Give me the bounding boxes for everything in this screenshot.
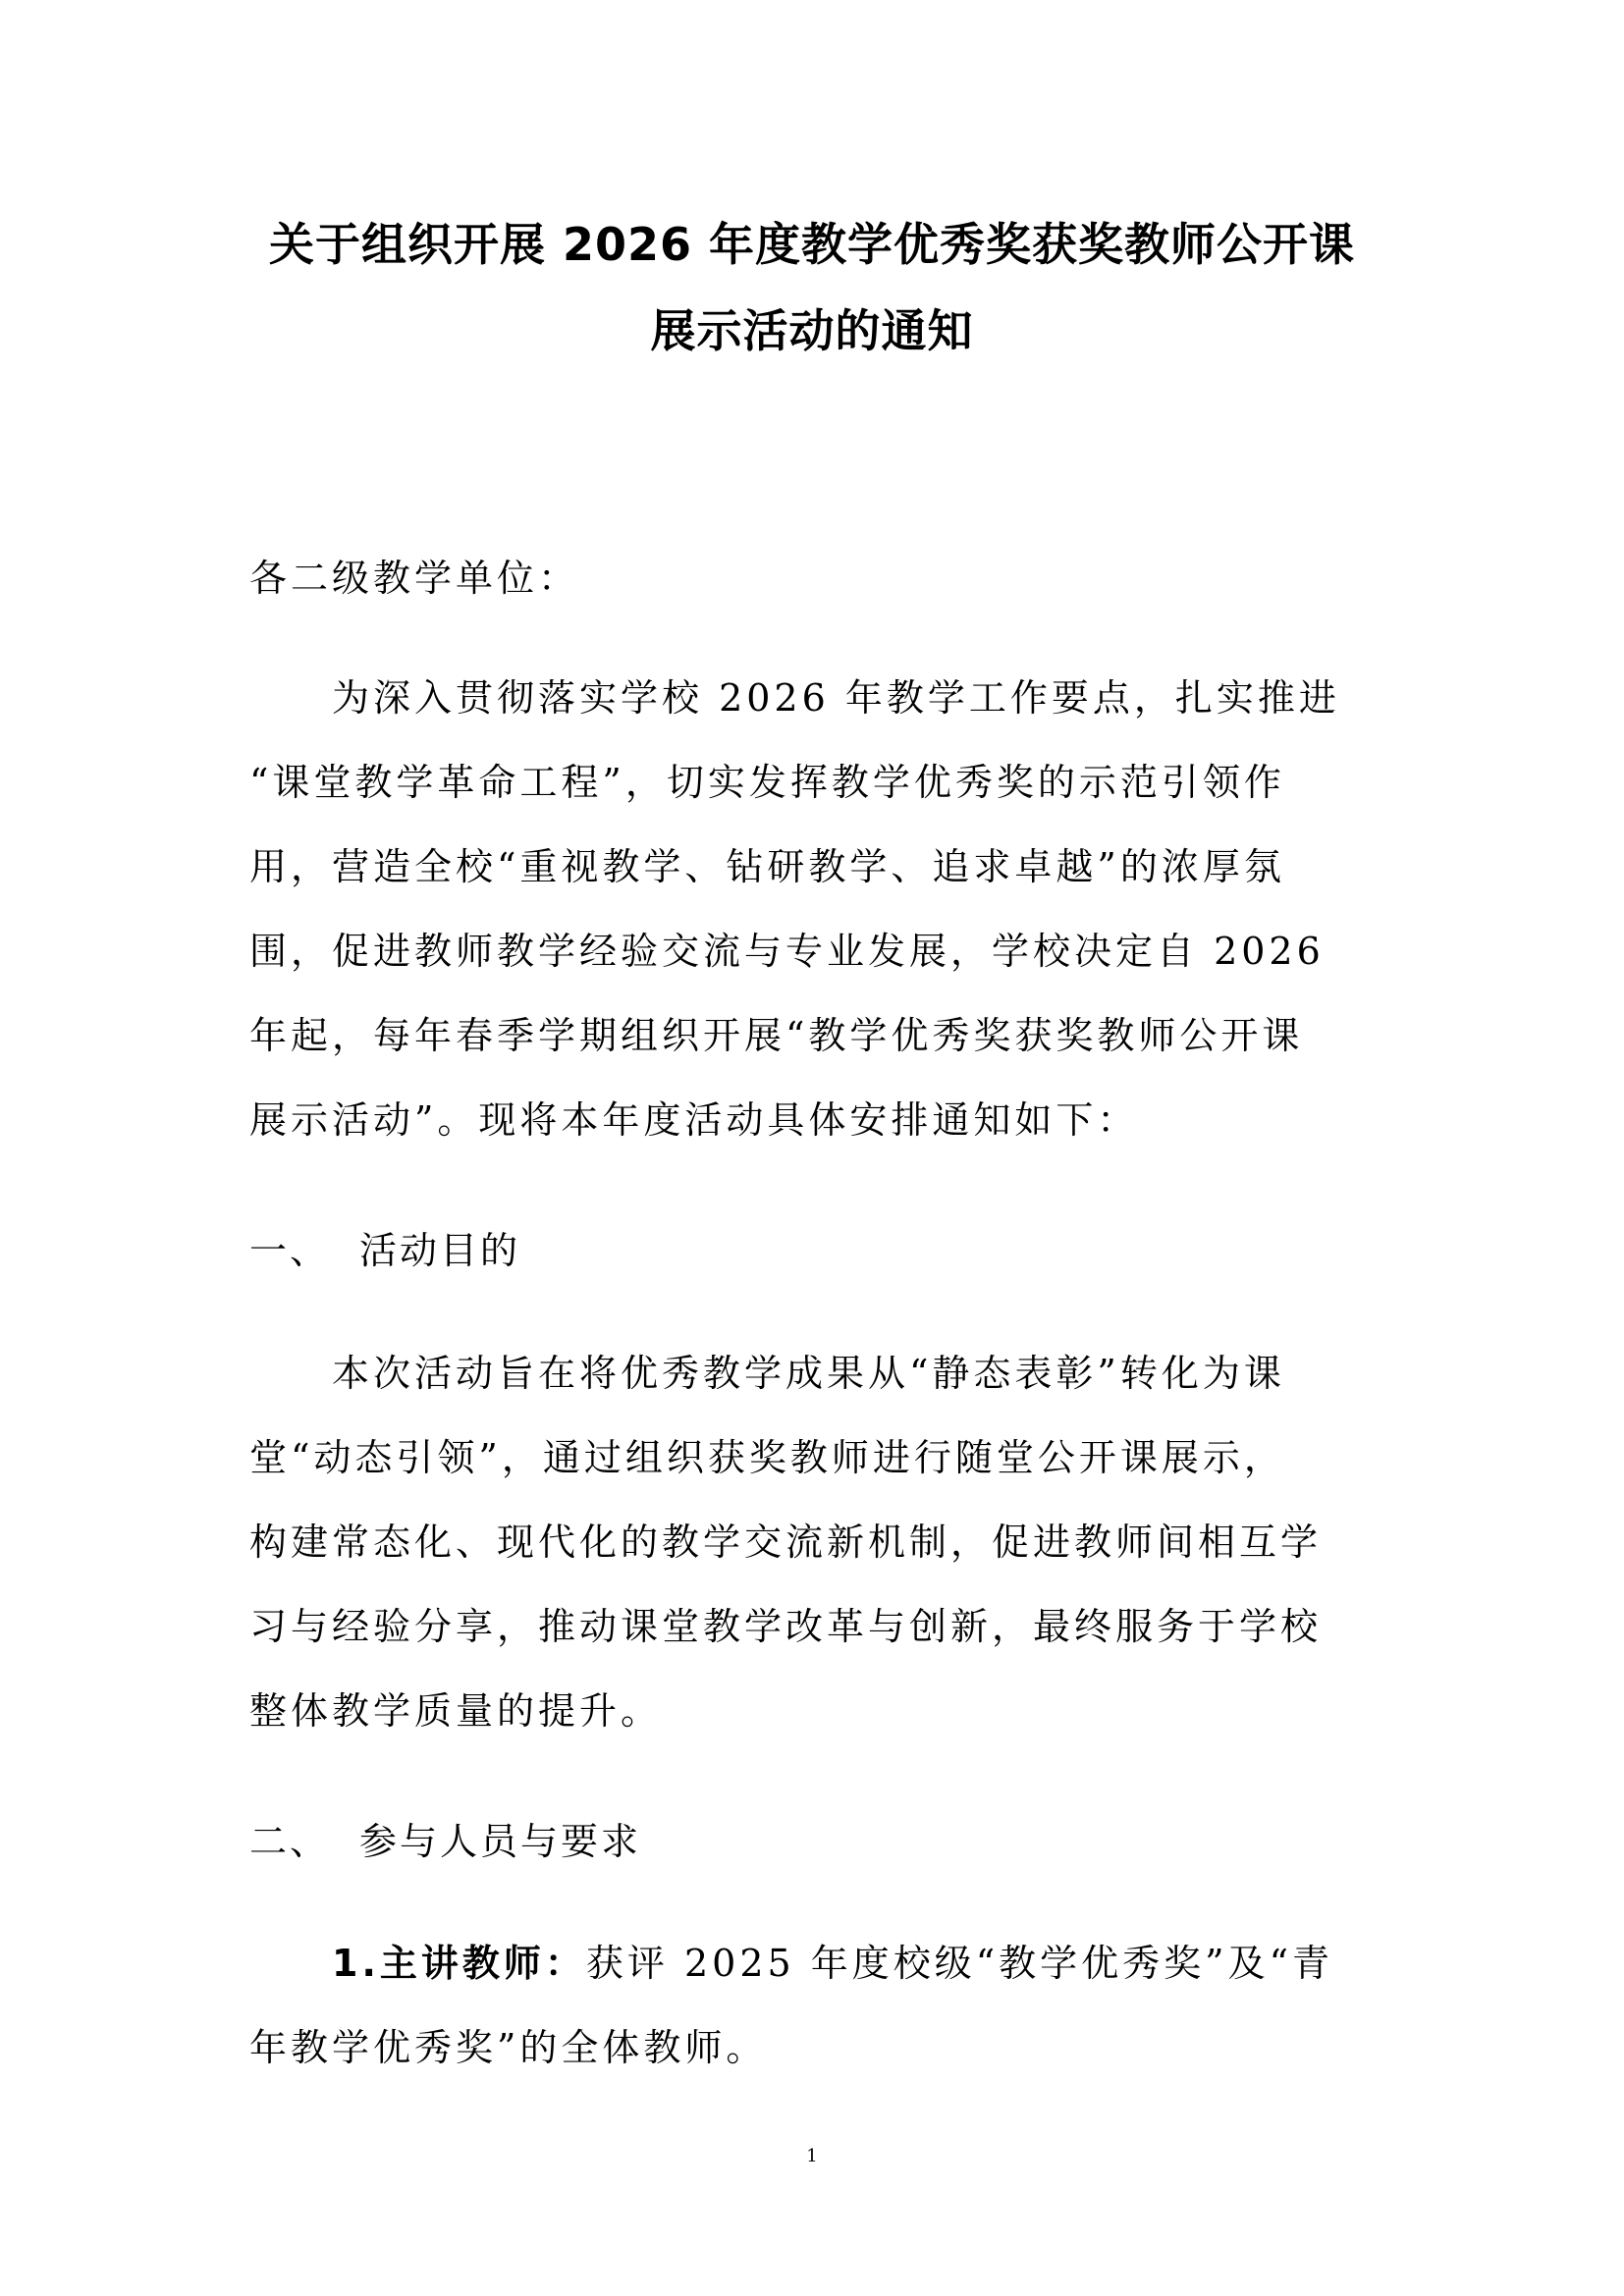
intro-line: 年起，每年春季学期组织开展“教学优秀奖获奖教师公开课 bbox=[249, 1014, 1304, 1057]
item-text: 获评 2025 年度校级“教学优秀奖”及“青 bbox=[585, 1942, 1334, 1985]
purpose-paragraph bbox=[249, 1331, 1384, 1753]
intro-line: 为深入贯彻落实学校 2026 年教学工作要点，扎实推进 bbox=[332, 676, 1340, 720]
salutation: 各二级教学单位： bbox=[249, 557, 580, 600]
document-title bbox=[236, 201, 1388, 374]
purpose-line: 构建常态化、现代化的教学交流新机制，促进教师间相互学 bbox=[249, 1521, 1323, 1564]
participants-item-line bbox=[249, 1921, 1384, 2005]
intro-line: “课堂教学革命工程”，切实发挥教学优秀奖的示范引领作 bbox=[249, 761, 1285, 804]
purpose-line: 堂“动态引领”，通过组织获奖教师进行随堂公开课展示， bbox=[249, 1436, 1285, 1479]
intro-line: 围，促进教师教学经验交流与专业发展，学校决定自 2026 bbox=[249, 930, 1325, 973]
section-number: 二、 bbox=[249, 1820, 331, 1863]
page-number: 1 bbox=[806, 2146, 818, 2166]
participants-item-line: 年教学优秀奖”的全体教师。 bbox=[249, 2026, 768, 2069]
section-number: 一、 bbox=[249, 1229, 331, 1272]
section-title: 参与人员与要求 bbox=[359, 1820, 642, 1863]
section-heading-participants bbox=[249, 1799, 641, 1884]
title-line-1: 关于组织开展 2026 年度教学优秀奖获奖教师公开课 bbox=[268, 218, 1356, 271]
participants-item-1 bbox=[249, 1921, 1384, 2090]
section-heading-purpose bbox=[249, 1208, 520, 1293]
title-line-2: 展示活动的通知 bbox=[650, 304, 974, 357]
section-title: 活动目的 bbox=[359, 1229, 521, 1272]
item-label: 1.主讲教师： bbox=[332, 1942, 586, 1985]
purpose-line: 习与经验分享，推动课堂教学改革与创新，最终服务于学校 bbox=[249, 1605, 1323, 1648]
purpose-line: 本次活动旨在将优秀教学成果从“静态表彰”转化为课 bbox=[332, 1352, 1285, 1395]
intro-line: 展示活动”。现将本年度活动具体安排通知如下： bbox=[249, 1098, 1139, 1142]
intro-line: 用，营造全校“重视教学、钻研教学、追求卓越”的浓厚氛 bbox=[249, 845, 1285, 888]
purpose-line: 整体教学质量的提升。 bbox=[249, 1689, 663, 1733]
intro-paragraph bbox=[249, 656, 1384, 1162]
